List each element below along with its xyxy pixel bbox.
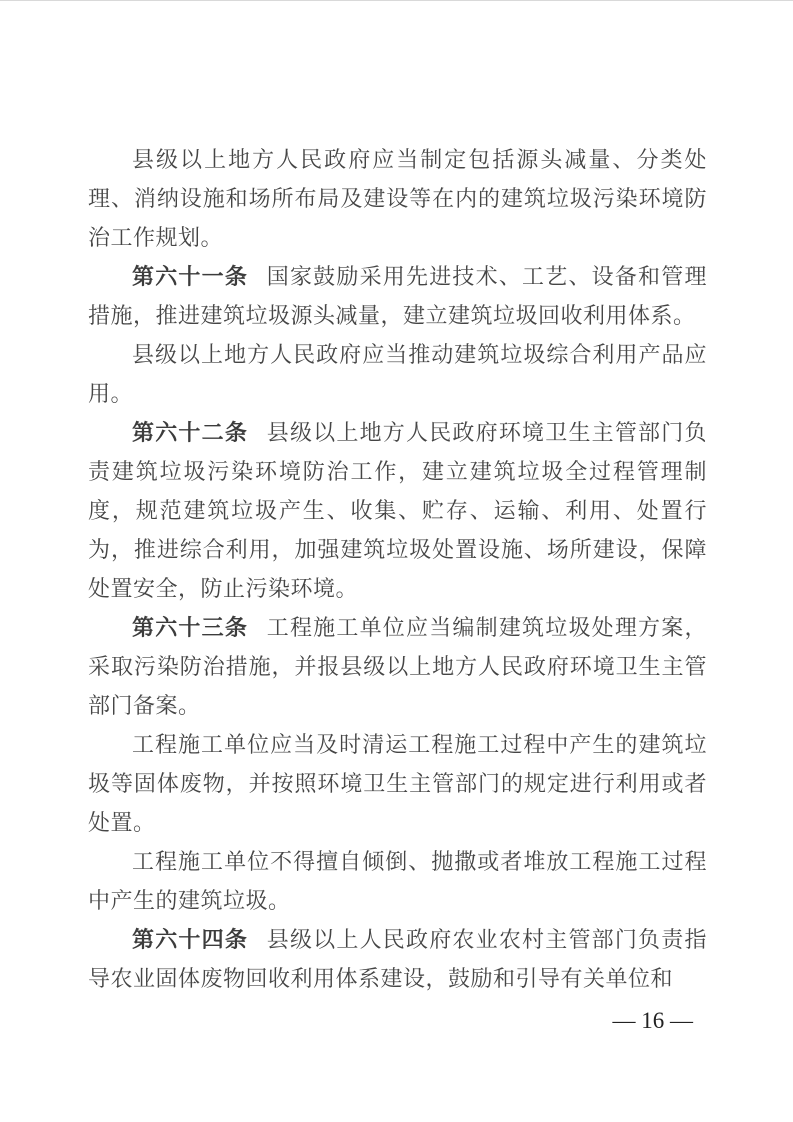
paragraph-text: 县级以上地方人民政府应当制定包括源头减量、分类处理、消纳设施和场所布局及建设等在内的建筑垃圾污染环境防治工作规划。 — [88, 147, 707, 250]
paragraph — [88, 920, 707, 998]
paragraph — [88, 140, 707, 257]
paragraph-text: 工程施工单位不得擅自倾倒、抛撒或者堆放工程施工过程中产生的建筑垃圾。 — [88, 849, 707, 913]
paragraph — [88, 413, 707, 608]
paragraph — [88, 842, 707, 920]
article-number-label: 第六十二条 — [132, 420, 249, 445]
paragraph-text: 工程施工单位应当及时清运工程施工过程中产生的建筑垃圾等固体废物，并按照环境卫生主管部门的规定进行利用或者处置。 — [88, 732, 707, 835]
article-number-label: 第六十一条 — [132, 264, 249, 289]
paragraph — [88, 257, 707, 335]
paragraph — [88, 608, 707, 725]
paragraph — [88, 725, 707, 842]
paragraph-text: 县级以上地方人民政府环境卫生主管部门负责建筑垃圾污染环境防治工作，建立建筑垃圾全过程管理制度，规范建筑垃圾产生、收集、贮存、运输、利用、处置行为，推进综合利用，加强建筑垃圾处置设施、场所建设，保障处置安全，防止污染环境。 — [88, 420, 707, 601]
paragraph-text: 国家鼓励采用先进技术、工艺、设备和管理措施，推进建筑垃圾源头减量，建立建筑垃圾回收利用体系。 — [88, 264, 707, 328]
page-number: — 16 — — [612, 1008, 693, 1033]
scan-edge-artifact — [0, 0, 793, 1]
paragraph-text: 工程施工单位应当编制建筑垃圾处理方案，采取污染防治措施，并报县级以上地方人民政府环境卫生主管部门备案。 — [88, 615, 707, 718]
paragraph-text: 县级以上人民政府农业农村主管部门负责指导农业固体废物回收利用体系建设，鼓励和引导有关单位和 — [88, 927, 707, 991]
document-body — [88, 140, 707, 998]
paragraph — [88, 335, 707, 413]
article-number-label: 第六十四条 — [132, 927, 249, 952]
paragraph-text: 县级以上地方人民政府应当推动建筑垃圾综合利用产品应用。 — [88, 342, 707, 406]
article-number-label: 第六十三条 — [132, 615, 249, 640]
